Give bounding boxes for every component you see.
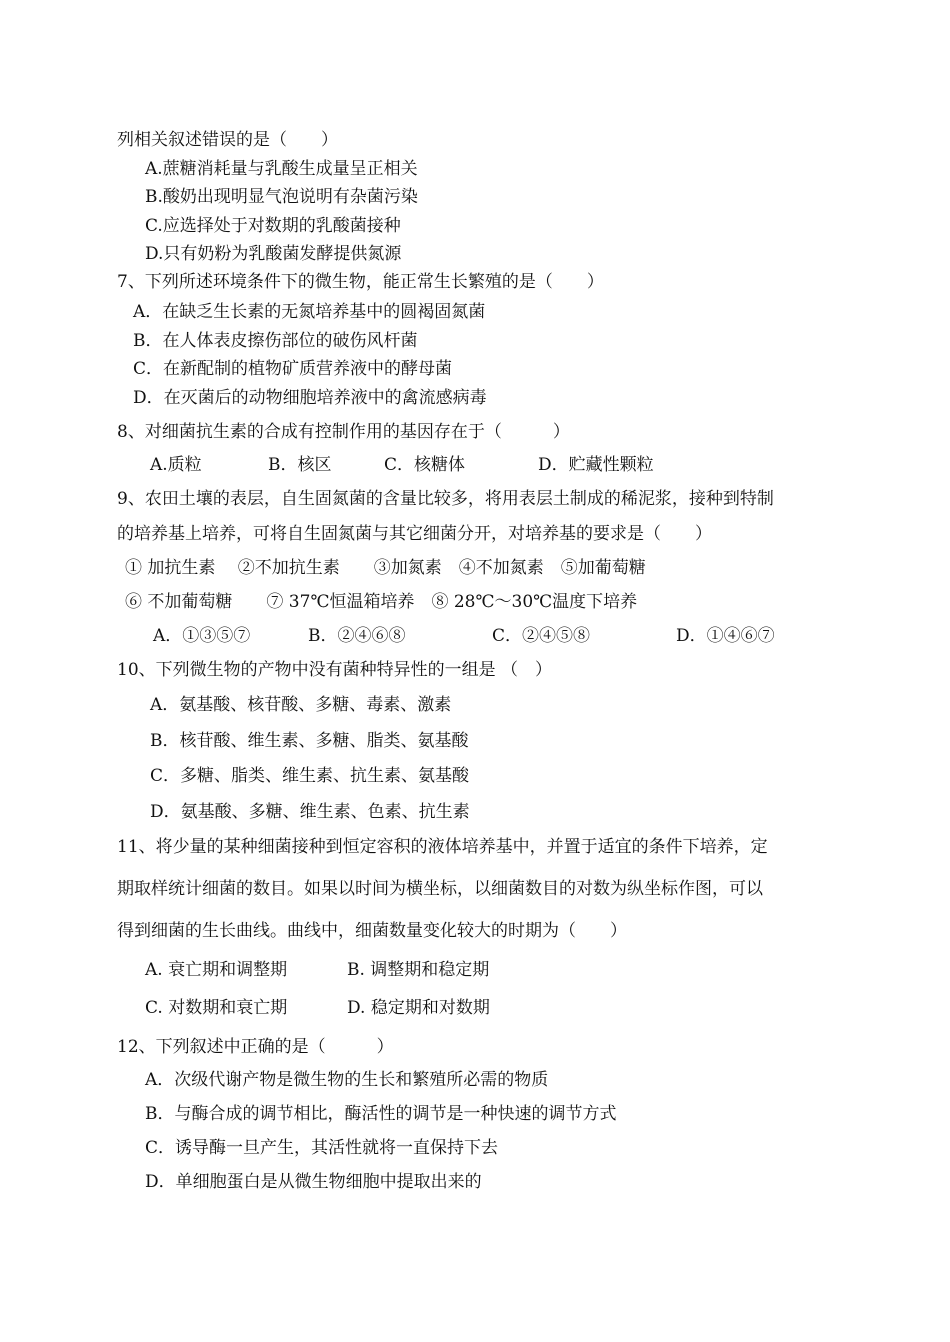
q8-option-a: A.质粒	[150, 455, 202, 475]
q10-option-a: A．氨基酸、核苷酸、多糖、毒素、激素	[150, 695, 452, 715]
q7-option-d: D．在灭菌后的动物细胞培养液中的禽流感病毒	[133, 388, 487, 408]
q10-stem: 10、下列微生物的产物中没有菌种特异性的一组是 （ ）	[117, 660, 553, 680]
q10-option-b: B．核苷酸、维生素、多糖、脂类、氨基酸	[150, 731, 469, 751]
q11-option-d: D. 稳定期和对数期	[347, 998, 490, 1018]
q11-option-a: A. 衰亡期和调整期	[145, 960, 288, 980]
q6-option-c: C.应选择处于对数期的乳酸菌接种	[145, 216, 401, 236]
q9-option-b: B．②④⑥⑧	[308, 626, 406, 646]
q7-stem: 7、下列所述环境条件下的微生物，能正常生长繁殖的是（ ）	[117, 272, 604, 292]
q9-conditions-line1: ① 加抗生素 ②不加抗生素 ③加氮素 ④不加氮素 ⑤加葡萄糖	[125, 558, 646, 578]
q9-option-a: A．①③⑤⑦	[153, 626, 251, 646]
q12-option-a: A．次级代谢产物是微生物的生长和繁殖所必需的物质	[145, 1070, 549, 1090]
q7-option-b: B．在人体表皮擦伤部位的破伤风杆菌	[133, 331, 418, 351]
q7-option-c: C．在新配制的植物矿质营养液中的酵母菌	[133, 359, 453, 379]
q9-conditions-line2: ⑥ 不加葡萄糖 ⑦ 37℃恒温箱培养 ⑧ 28℃～30℃温度下培养	[125, 592, 638, 612]
q11-stem-line1: 11、将少量的某种细菌接种到恒定容积的液体培养基中，并置于适宜的条件下培养，定	[117, 837, 768, 857]
q6-option-b: B.酸奶出现明显气泡说明有杂菌污染	[145, 187, 418, 207]
q6-option-d: D.只有奶粉为乳酸菌发酵提供氮源	[145, 244, 402, 264]
q10-option-c: C．多糖、脂类、维生素、抗生素、氨基酸	[150, 766, 470, 786]
q8-option-d: D．贮藏性颗粒	[538, 455, 654, 475]
q6-option-a: A.蔗糖消耗量与乳酸生成量呈正相关	[145, 159, 418, 179]
q9-option-d: D．①④⑥⑦	[676, 626, 775, 646]
q8-option-c: C．核糖体	[384, 455, 466, 475]
q6-stem: 列相关叙述错误的是（ ）	[117, 130, 338, 150]
q9-option-c: C．②④⑤⑧	[492, 626, 591, 646]
q12-option-b: B．与酶合成的调节相比，酶活性的调节是一种快速的调节方式	[145, 1104, 617, 1124]
q11-stem-line2: 期取样统计细菌的数目。如果以时间为横坐标，以细菌数目的对数为纵坐标作图，可以	[117, 879, 763, 899]
q9-stem-line1: 9、农田土壤的表层，自生固氮菌的含量比较多，将用表层土制成的稀泥浆，接种到特制	[117, 489, 774, 509]
q10-option-d: D．氨基酸、多糖、维生素、色素、抗生素	[150, 802, 470, 822]
q12-option-c: C．诱导酶一旦产生，其活性就将一直保持下去	[145, 1138, 499, 1158]
q11-option-b: B. 调整期和稳定期	[347, 960, 490, 980]
q9-stem-line2: 的培养基上培养，可将自生固氮菌与其它细菌分开，对培养基的要求是（ ）	[117, 524, 712, 544]
q12-stem: 12、下列叙述中正确的是（ ）	[117, 1037, 394, 1057]
q7-option-a: A．在缺乏生长素的无氮培养基中的圆褐固氮菌	[133, 302, 486, 322]
q12-option-d: D．单细胞蛋白是从微生物细胞中提取出来的	[145, 1172, 482, 1192]
q8-stem: 8、对细菌抗生素的合成有控制作用的基因存在于（ ）	[117, 422, 570, 442]
q8-option-b: B．核区	[268, 455, 332, 475]
q11-option-c: C. 对数期和衰亡期	[145, 998, 288, 1018]
q11-stem-line3: 得到细菌的生长曲线。曲线中，细菌数量变化较大的时期为（ ）	[117, 921, 627, 941]
